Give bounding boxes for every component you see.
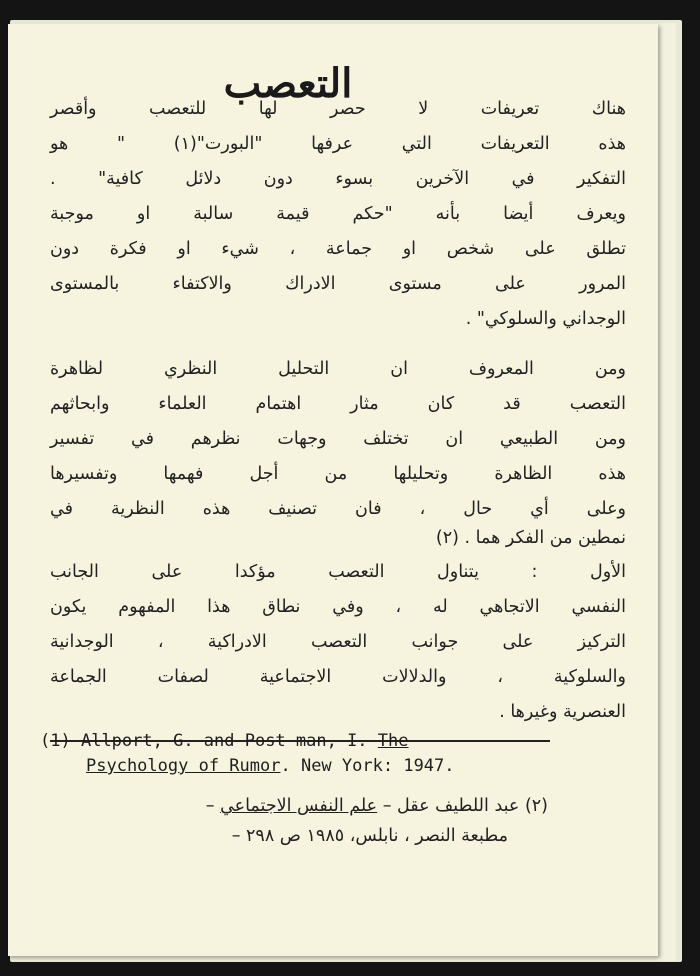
- paragraph1-line4: ويعرف أيضا بأنه "حكم قيمة سالبة او موجبة: [50, 204, 626, 224]
- paragraph3-line1: الأول : يتناول التعصب مؤكدا على الجانب: [50, 562, 626, 582]
- footnote-1-publisher: New York:: [300, 756, 394, 776]
- paragraph3-line4: والسلوكية ، والدلالات الاجتماعية لصفات الجماعة: [50, 667, 626, 687]
- paragraph3-line3: التركيز على جوانب التعصب الادراكية ، الوجدانية: [50, 632, 626, 652]
- paragraph2-line2: التعصب قد كان مثار اهتمام العلماء وابحاثهم: [50, 394, 626, 414]
- paragraph1-line3: التفكير في الآخرين بسوء دون دلائل كافية" .: [50, 169, 626, 189]
- paragraph2-line3: ومن الطبيعي ان تختلف وجهات نظرهم في تفسير: [50, 429, 626, 449]
- paragraph2-line4: هذه الظاهرة وتحليلها من أجل فهمها وتفسيرها: [50, 464, 626, 484]
- book-page: [8, 24, 658, 956]
- page-title: التعصب: [223, 60, 353, 107]
- paragraph2-line5: وعلى أي حال ، فان تصنيف هذه النظرية في: [50, 499, 626, 519]
- footnote-1-year: 1947.: [403, 756, 455, 776]
- footnote-2-marker: (٢): [524, 796, 548, 816]
- footnote-1-marker: (1): [40, 731, 71, 751]
- footnote-2-dash: –: [205, 796, 215, 816]
- footnote-1-line2: Psychology of Rumor. New York: 1947.: [86, 756, 455, 776]
- paragraph1-line7: الوجداني والسلوكي" .: [465, 309, 626, 329]
- footnote-2-author: عبد اللطيف عقل –: [382, 796, 520, 816]
- paragraph1-line1: هناك تعريفات لا حصر لها للتعصب وأقصر: [50, 99, 626, 119]
- footnote-2-book-title: علم النفس الاجتماعي: [220, 796, 378, 816]
- paragraph2-line1: ومن المعروف ان التحليل النظري لظاهرة: [50, 359, 626, 379]
- footnote-1-authors: Allport, G. and Post man, I.: [80, 731, 368, 751]
- paragraph1-line2: هذه التعريفات التي عرفها "البورت"(١) " هو: [50, 134, 626, 154]
- footnote-1-line1: [40, 731, 409, 751]
- footnote-1-the: The: [377, 731, 409, 751]
- paragraph3-line2: النفسي الاتجاهي له ، وفي نطاق هذا المفهوم يكون: [50, 597, 626, 617]
- paragraph1-line5: تطلق على شخص او جماعة ، شيء او فكرة دون: [50, 239, 626, 259]
- footnote-2-line1: [68, 796, 548, 816]
- paragraph1-line6: المرور على مستوى الادراك والاكتفاء بالمستوى: [50, 274, 626, 294]
- paragraph3-line5: العنصرية وغيرها .: [499, 702, 626, 722]
- footnote-2-line2: مطبعة النصر ، نابلس، ١٩٨٥ ص ٢٩٨ –: [231, 826, 508, 846]
- footnote-1-book-title: Psychology of Rumor: [86, 756, 281, 776]
- paragraph2-line6: نمطين من الفكر هما . (٢): [435, 528, 626, 548]
